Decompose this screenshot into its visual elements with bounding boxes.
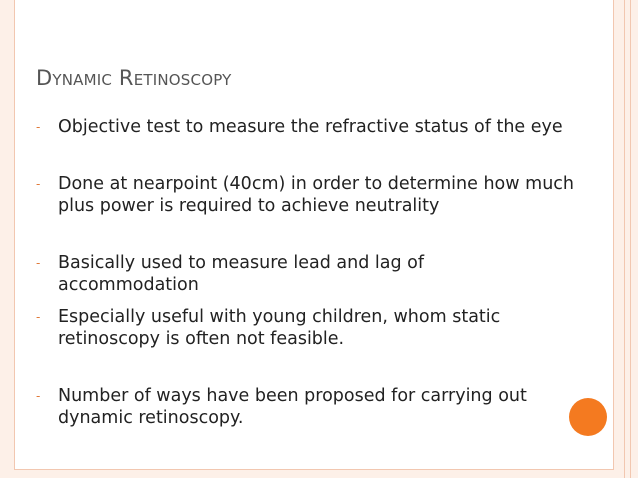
bullet-marker: - (36, 256, 41, 270)
bullet-marker: - (36, 389, 41, 403)
bullet-text: Number of ways have been proposed for carrying out dynamic retinoscopy. (58, 386, 527, 428)
bullet-text: Especially useful with young children, whom static retinoscopy is often not feasible. (58, 307, 501, 349)
bullet-text: Objective test to measure the refractive status of the eye (58, 117, 563, 137)
frame-border-line (630, 0, 631, 478)
frame-border-line (624, 0, 625, 478)
bullet-marker: - (36, 120, 41, 134)
bullet-text: Done at nearpoint (40cm) in order to determine how much plus power is required to achieve neutrality (58, 174, 574, 216)
decorative-circle (569, 398, 607, 436)
slide-title: Dynamic Retinoscopy (36, 66, 232, 90)
bullet-marker: - (36, 177, 41, 191)
bullet-marker: - (36, 310, 41, 324)
bullet-text: Basically used to measure lead and lag of accommodation (58, 253, 424, 295)
